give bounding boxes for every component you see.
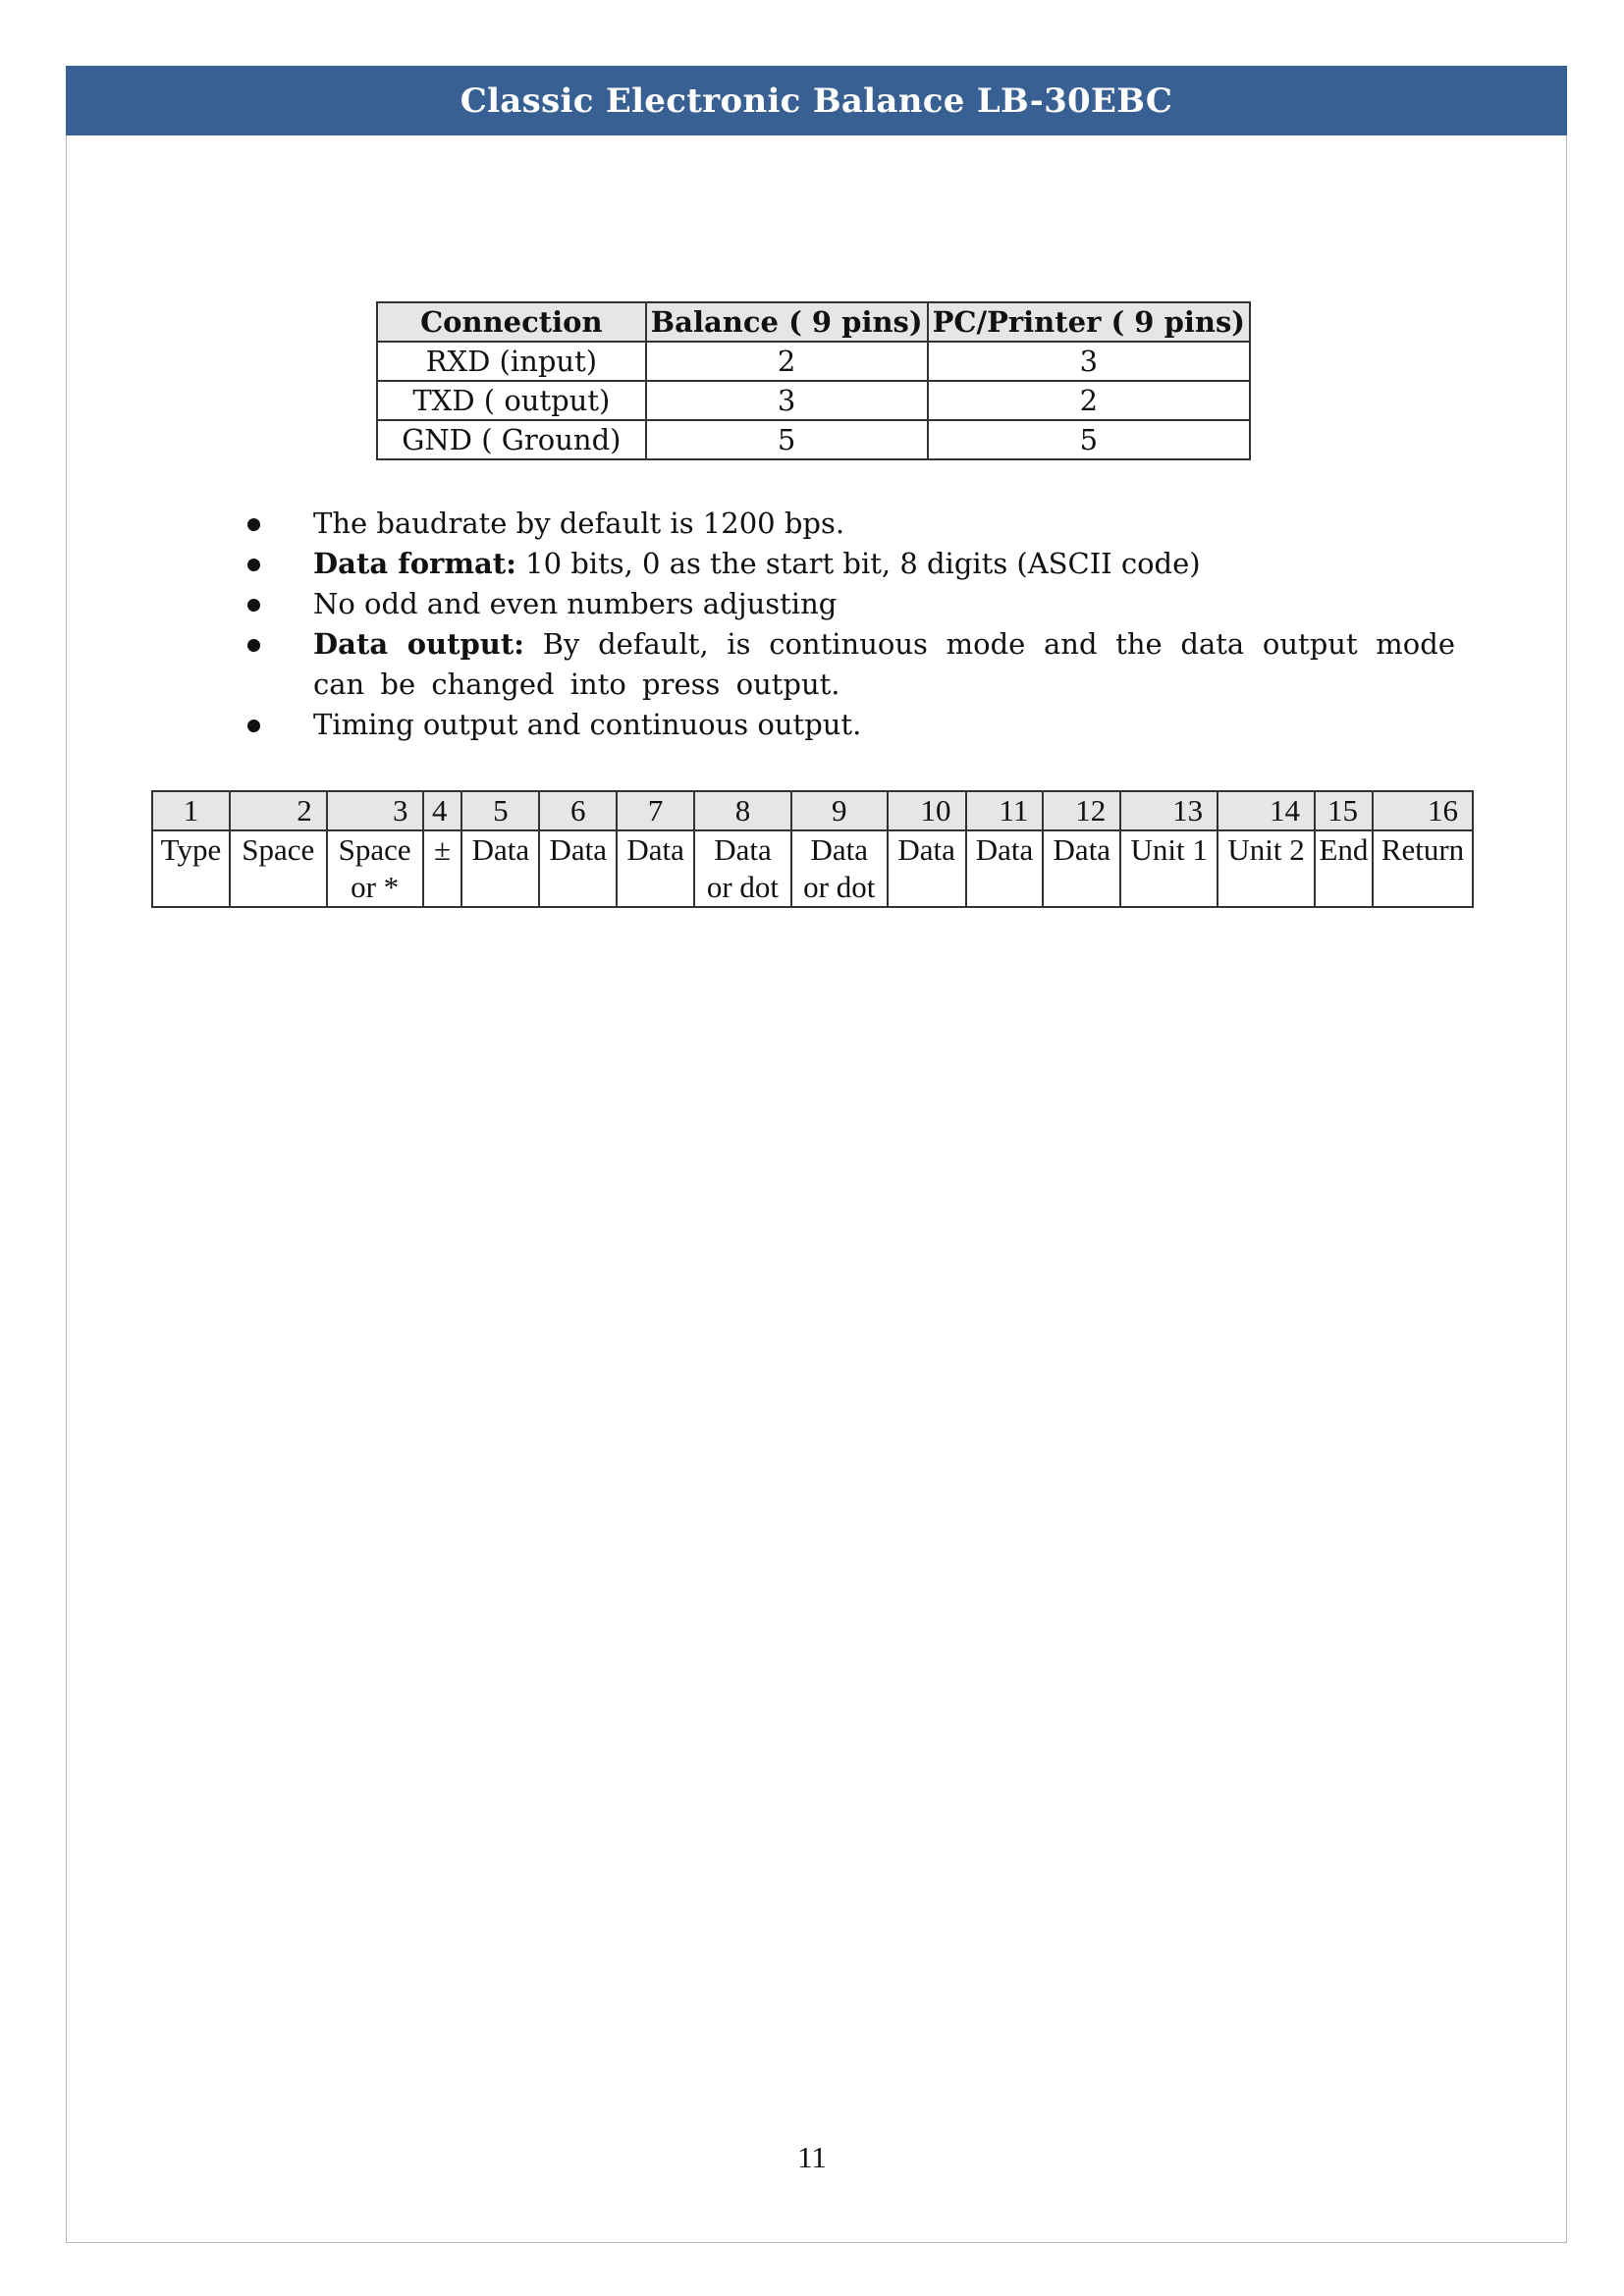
byte-number-cell: 11 (966, 791, 1044, 830)
byte-description-cell (1043, 830, 1120, 907)
document-header (66, 66, 1567, 135)
byte-number-cell: 12 (1043, 791, 1120, 830)
byte-number-row (152, 791, 1473, 830)
column-header: Balance ( 9 pins) (646, 302, 928, 342)
byte-description-line: Data (1053, 832, 1111, 867)
byte-description-line: Data (897, 832, 955, 867)
byte-description-cell (1120, 830, 1218, 907)
column-header: Connection (377, 302, 646, 342)
table-row (377, 342, 1250, 381)
byte-description-cell (461, 830, 539, 907)
byte-description-line: or dot (803, 870, 876, 904)
byte-description-line: Unit 1 (1130, 832, 1208, 867)
byte-description-cell (230, 830, 327, 907)
table-cell: 2 (646, 342, 928, 381)
bullet-text: Timing output and continuous output. (313, 708, 862, 741)
byte-description-cell (888, 830, 966, 907)
byte-number-cell: 4 (423, 791, 462, 830)
byte-description-line: Type (160, 832, 222, 867)
byte-description-line: Data (810, 832, 869, 867)
byte-description-cell (1373, 830, 1473, 907)
byte-description-line: Unit 2 (1227, 832, 1305, 867)
bullet-text: No odd and even numbers adjusting (313, 587, 838, 620)
bullet-dot-icon (247, 518, 260, 531)
bullet-dot-icon (247, 559, 260, 571)
byte-description-line: Data (626, 832, 684, 867)
byte-description-line: ± (433, 832, 451, 867)
table-cell: 2 (928, 381, 1250, 420)
byte-number-cell: 14 (1218, 791, 1315, 830)
table-cell: 3 (646, 381, 928, 420)
byte-description-cell (327, 830, 423, 907)
byte-number-cell: 13 (1120, 791, 1218, 830)
table-cell: 5 (928, 420, 1250, 459)
byte-description-cell (1218, 830, 1315, 907)
column-header: PC/Printer ( 9 pins) (928, 302, 1250, 342)
document-title: Classic Electronic Balance LB-30EBC (460, 80, 1173, 121)
byte-number-cell: 8 (694, 791, 791, 830)
byte-description-row (152, 830, 1473, 907)
byte-number-cell: 15 (1315, 791, 1373, 830)
bullet-item (245, 624, 1455, 705)
settings-bullet-list (245, 504, 1455, 745)
byte-description-line: Data (549, 832, 608, 867)
connection-table-header-row (377, 302, 1250, 342)
connection-table (376, 301, 1251, 460)
byte-number-cell: 7 (617, 791, 694, 830)
bullet-text: The baudrate by default is 1200 bps. (313, 507, 845, 540)
byte-description-cell (694, 830, 791, 907)
byte-number-cell: 5 (461, 791, 539, 830)
bullet-item (245, 544, 1455, 584)
byte-number-cell: 9 (791, 791, 888, 830)
byte-description-line: Space (242, 832, 315, 867)
byte-number-cell: 6 (539, 791, 617, 830)
byte-description-line: End (1319, 832, 1369, 867)
bullet-item (245, 504, 1455, 544)
byte-description-line: Data (471, 832, 530, 867)
table-row (377, 420, 1250, 459)
byte-description-cell (423, 830, 462, 907)
byte-description-cell (617, 830, 694, 907)
table-cell: TXD ( output) (377, 381, 646, 420)
byte-description-cell (152, 830, 230, 907)
byte-description-cell (791, 830, 888, 907)
byte-number-cell: 10 (888, 791, 966, 830)
bullet-dot-icon (247, 720, 260, 732)
byte-description-line: or dot (706, 870, 780, 904)
page-number: 11 (797, 2140, 827, 2174)
byte-description-cell (966, 830, 1044, 907)
table-cell: 3 (928, 342, 1250, 381)
bullet-item (245, 705, 1455, 745)
bullet-text: 10 bits, 0 as the start bit, 8 digits (ASCII code) (515, 547, 1201, 580)
byte-number-cell: 1 (152, 791, 230, 830)
byte-description-cell (539, 830, 617, 907)
bullet-text: By default, is continuous mode and the data output mode can be changed into press output. (313, 627, 1455, 701)
bullet-dot-icon (247, 639, 260, 652)
table-cell: 5 (646, 420, 928, 459)
table-cell: GND ( Ground) (377, 420, 646, 459)
byte-number-cell: 2 (230, 791, 327, 830)
bullet-label: Data format: (313, 547, 516, 580)
byte-description-cell (1315, 830, 1373, 907)
bullet-label: Data output: (313, 627, 524, 661)
bullet-dot-icon (247, 599, 260, 612)
byte-description-line: Return (1380, 832, 1465, 867)
byte-description-line: or * (351, 870, 400, 904)
byte-description-line: Data (975, 832, 1034, 867)
table-cell: RXD (input) (377, 342, 646, 381)
byte-number-cell: 3 (327, 791, 423, 830)
byte-description-line: Data (714, 832, 772, 867)
byte-number-cell: 16 (1373, 791, 1473, 830)
table-row (377, 381, 1250, 420)
byte-description-line: Space (338, 832, 411, 867)
data-frame-table (151, 790, 1474, 908)
bullet-item (245, 584, 1455, 624)
